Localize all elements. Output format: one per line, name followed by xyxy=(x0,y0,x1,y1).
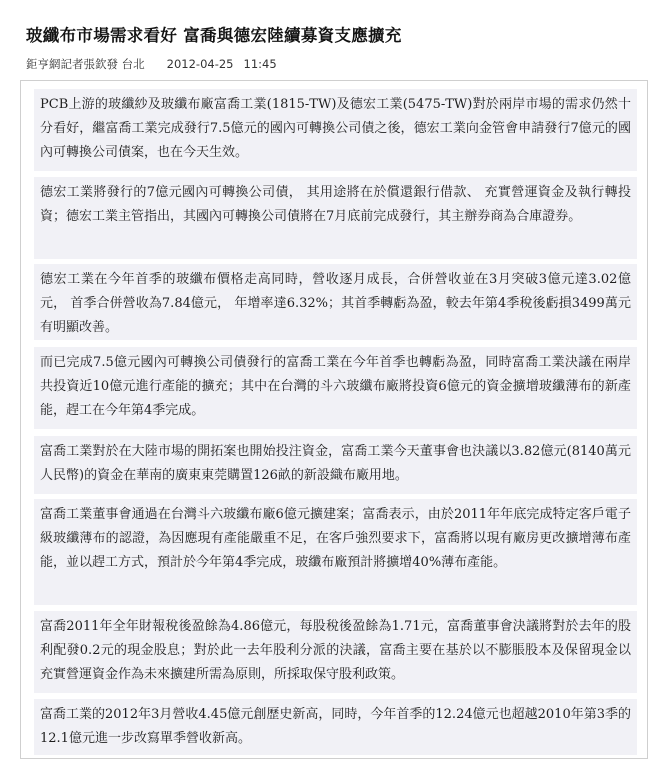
paragraph-3: 德宏工業在今年首季的玻纖布價格走高同時，營收逐月成長，合併營收並在3月突破3億元達3.02億元， 首季合併營收為7.84億元， 年增率達6.32%；其首季轉虧為盈，較去年第4季稅後虧損3499萬元有明顯改善。 xyxy=(34,264,637,340)
byline: 鉅亨網記者張欽發 台北 xyxy=(26,57,145,71)
paragraph-5: 富喬工業對於在大陸市場的開拓案也開始投注資金，富喬工業今天董事會也決議以3.82億元(8140萬元人民幣)的資金在華南的廣東東莞購置126畝的新設織布廠用地。 xyxy=(34,436,637,494)
paragraph-1: PCB上游的玻纖紗及玻纖布廠富喬工業(1815-TW)及德宏工業(5475-TW)對於兩岸市場的需求仍然十分看好，繼富喬工業完成發行7.5億元的國內可轉換公司債之後，德宏工業向金管會申請發行7億元的國內可轉換公司債案，也在今天生效。 xyxy=(34,89,637,171)
paragraph-4: 而已完成7.5億元國內可轉換公司債發行的富喬工業在今年首季也轉虧為盈，同時富喬工業決議在兩岸共投資近10億元進行產能的擴充；其中在台灣的斗六玻纖布廠將投資6億元的資金擴增玻纖薄布的新產能，趕工在今年第4季完成。 xyxy=(34,347,637,429)
publish-time: 11:45 xyxy=(243,57,277,71)
article-meta xyxy=(26,56,277,72)
paragraph-6: 富喬工業董事會通過在台灣斗六玻纖布廠6億元擴建案；富喬表示，由於2011年年底完成特定客戶電子級玻纖薄布的認證，為因應現有產能嚴重不足，在客戶強烈要求下，富喬將以現有廠房更改擴增薄布產能，並以趕工方式，預計於今年第4季完成，玻纖布廠預計將擴增40%薄布產能。 xyxy=(34,499,637,605)
publish-date: 2012-04-25 xyxy=(166,57,234,71)
paragraph-2: 德宏工業將發行的7億元國內可轉換公司債， 其用途將在於償還銀行借款、 充實營運資金及執行轉投資；德宏工業主管指出，其國內可轉換公司債將在7月底前完成發行，其主辦券商為合庫證券。 xyxy=(34,177,637,259)
article-title: 玻纖布市場需求看好 富喬與德宏陸續募資支應擴充 xyxy=(26,26,402,45)
article-body xyxy=(20,80,648,759)
paragraph-8: 富喬工業的2012年3月營收4.45億元創歷史新高，同時，今年首季的12.24億元也超越2010年第3季的12.1億元進一步改寫單季營收新高。 xyxy=(34,699,637,755)
paragraph-7: 富喬2011年全年財報稅後盈餘為4.86億元，每股稅後盈餘為1.71元，富喬董事會決議將對於去年的股利配發0.2元的現金股息；對於此一去年股利分派的決議，富喬主要在基於以不膨脹股本及保留現金以充實營運資金作為未來擴建所需為原則，所採取保守股利政策。 xyxy=(34,611,637,693)
